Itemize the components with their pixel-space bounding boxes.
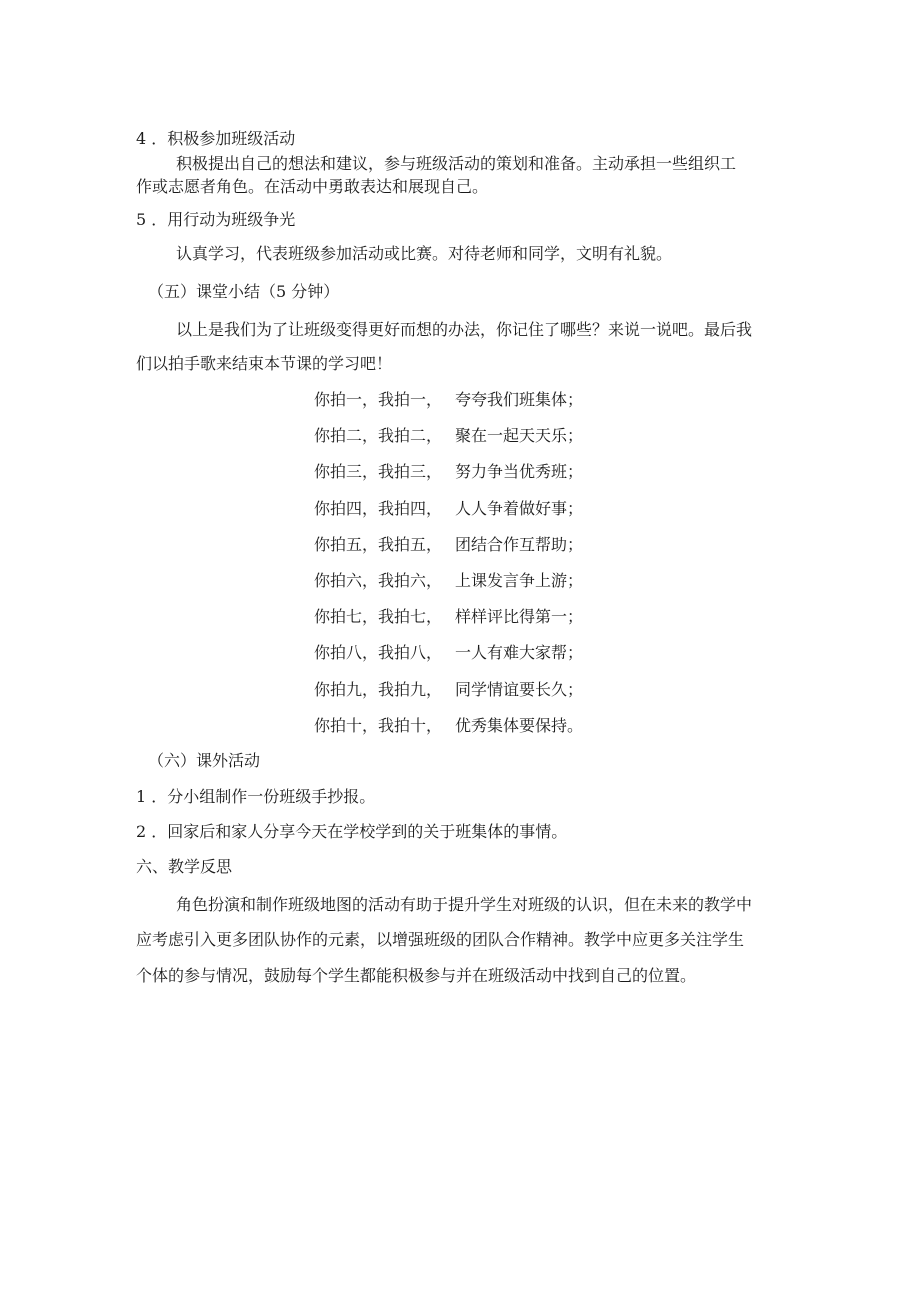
chant-response: 一人有难大家帮； <box>455 643 584 663</box>
clapping-chant <box>314 389 634 751</box>
chant-call: 你拍六，我拍六， <box>314 570 443 590</box>
chant-response: 优秀集体要保持。 <box>455 715 584 735</box>
section-4-heading: 4 ．积极参加班级活动 <box>136 129 296 148</box>
chant-line <box>314 461 634 497</box>
reflection-paragraph-line: 个体的参与情况，鼓励每个学生都能积极参与并在班级活动中找到自己的位置。 <box>136 966 697 985</box>
reflection-paragraph-line: 应考虑引入更多团队协作的元素，以增强班级的团队合作精神。教学中应更多关注学生 <box>136 930 745 949</box>
summary-heading: （五）课堂小结（5 分钟） <box>148 282 340 301</box>
reflection-paragraph-line: 角色扮演和制作班级地图的活动有助于提升学生对班级的认识，但在未来的教学中 <box>176 895 753 914</box>
chant-response: 人人争着做好事； <box>455 498 584 518</box>
chant-response: 同学情谊要长久； <box>455 679 584 699</box>
chant-call: 你拍四，我拍四， <box>314 498 443 518</box>
chant-call: 你拍八，我拍八， <box>314 643 443 663</box>
chant-call: 你拍五，我拍五， <box>314 534 443 554</box>
activity-item: 2 ．回家后和家人分享今天在学校学到的关于班集体的事情。 <box>136 822 568 841</box>
chant-call: 你拍三，我拍三， <box>314 462 443 482</box>
chant-response: 上课发言争上游； <box>455 570 584 590</box>
chant-call: 你拍九，我拍九， <box>314 679 443 699</box>
chant-response: 努力争当优秀班； <box>455 462 584 482</box>
chant-response: 团结合作互帮助； <box>455 534 584 554</box>
section-5-paragraph-line: 认真学习，代表班级参加活动或比赛。对待老师和同学，文明有礼貌。 <box>176 244 673 263</box>
summary-paragraph-line: 们以拍手歌来结束本节课的学习吧！ <box>136 354 393 373</box>
chant-line <box>314 606 634 642</box>
chant-line <box>314 679 634 715</box>
chant-call: 你拍七，我拍七， <box>314 607 443 627</box>
chant-line <box>314 498 634 534</box>
chant-line <box>314 425 634 461</box>
chant-call: 你拍二，我拍二， <box>314 426 443 446</box>
activity-item: 1 ．分小组制作一份班级手抄报。 <box>136 787 376 806</box>
activities-heading: （六）课外活动 <box>148 751 261 770</box>
reflection-heading: 六、教学反思 <box>136 857 233 876</box>
chant-line <box>314 389 634 425</box>
chant-call: 你拍一，我拍一， <box>314 390 443 409</box>
chant-call: 你拍十，我拍十， <box>314 715 443 735</box>
chant-line <box>314 534 634 570</box>
chant-response: 夸夸我们班集体； <box>455 390 584 409</box>
chant-line <box>314 570 634 606</box>
chant-line <box>314 715 634 751</box>
section-4-paragraph-line: 积极提出自己的想法和建议，参与班级活动的策划和准备。主动承担一些组织工 <box>176 154 737 173</box>
section-5-heading: 5 ．用行动为班级争光 <box>136 210 296 229</box>
section-4-paragraph-line: 作或志愿者角色。在活动中勇敢表达和展现自己。 <box>136 177 489 196</box>
chant-response: 聚在一起天天乐； <box>455 426 584 446</box>
chant-line <box>314 642 634 678</box>
summary-paragraph-line: 以上是我们为了让班级变得更好而想的办法，你记住了哪些？来说一说吧。最后我 <box>176 320 753 339</box>
chant-response: 样样评比得第一； <box>455 607 584 627</box>
